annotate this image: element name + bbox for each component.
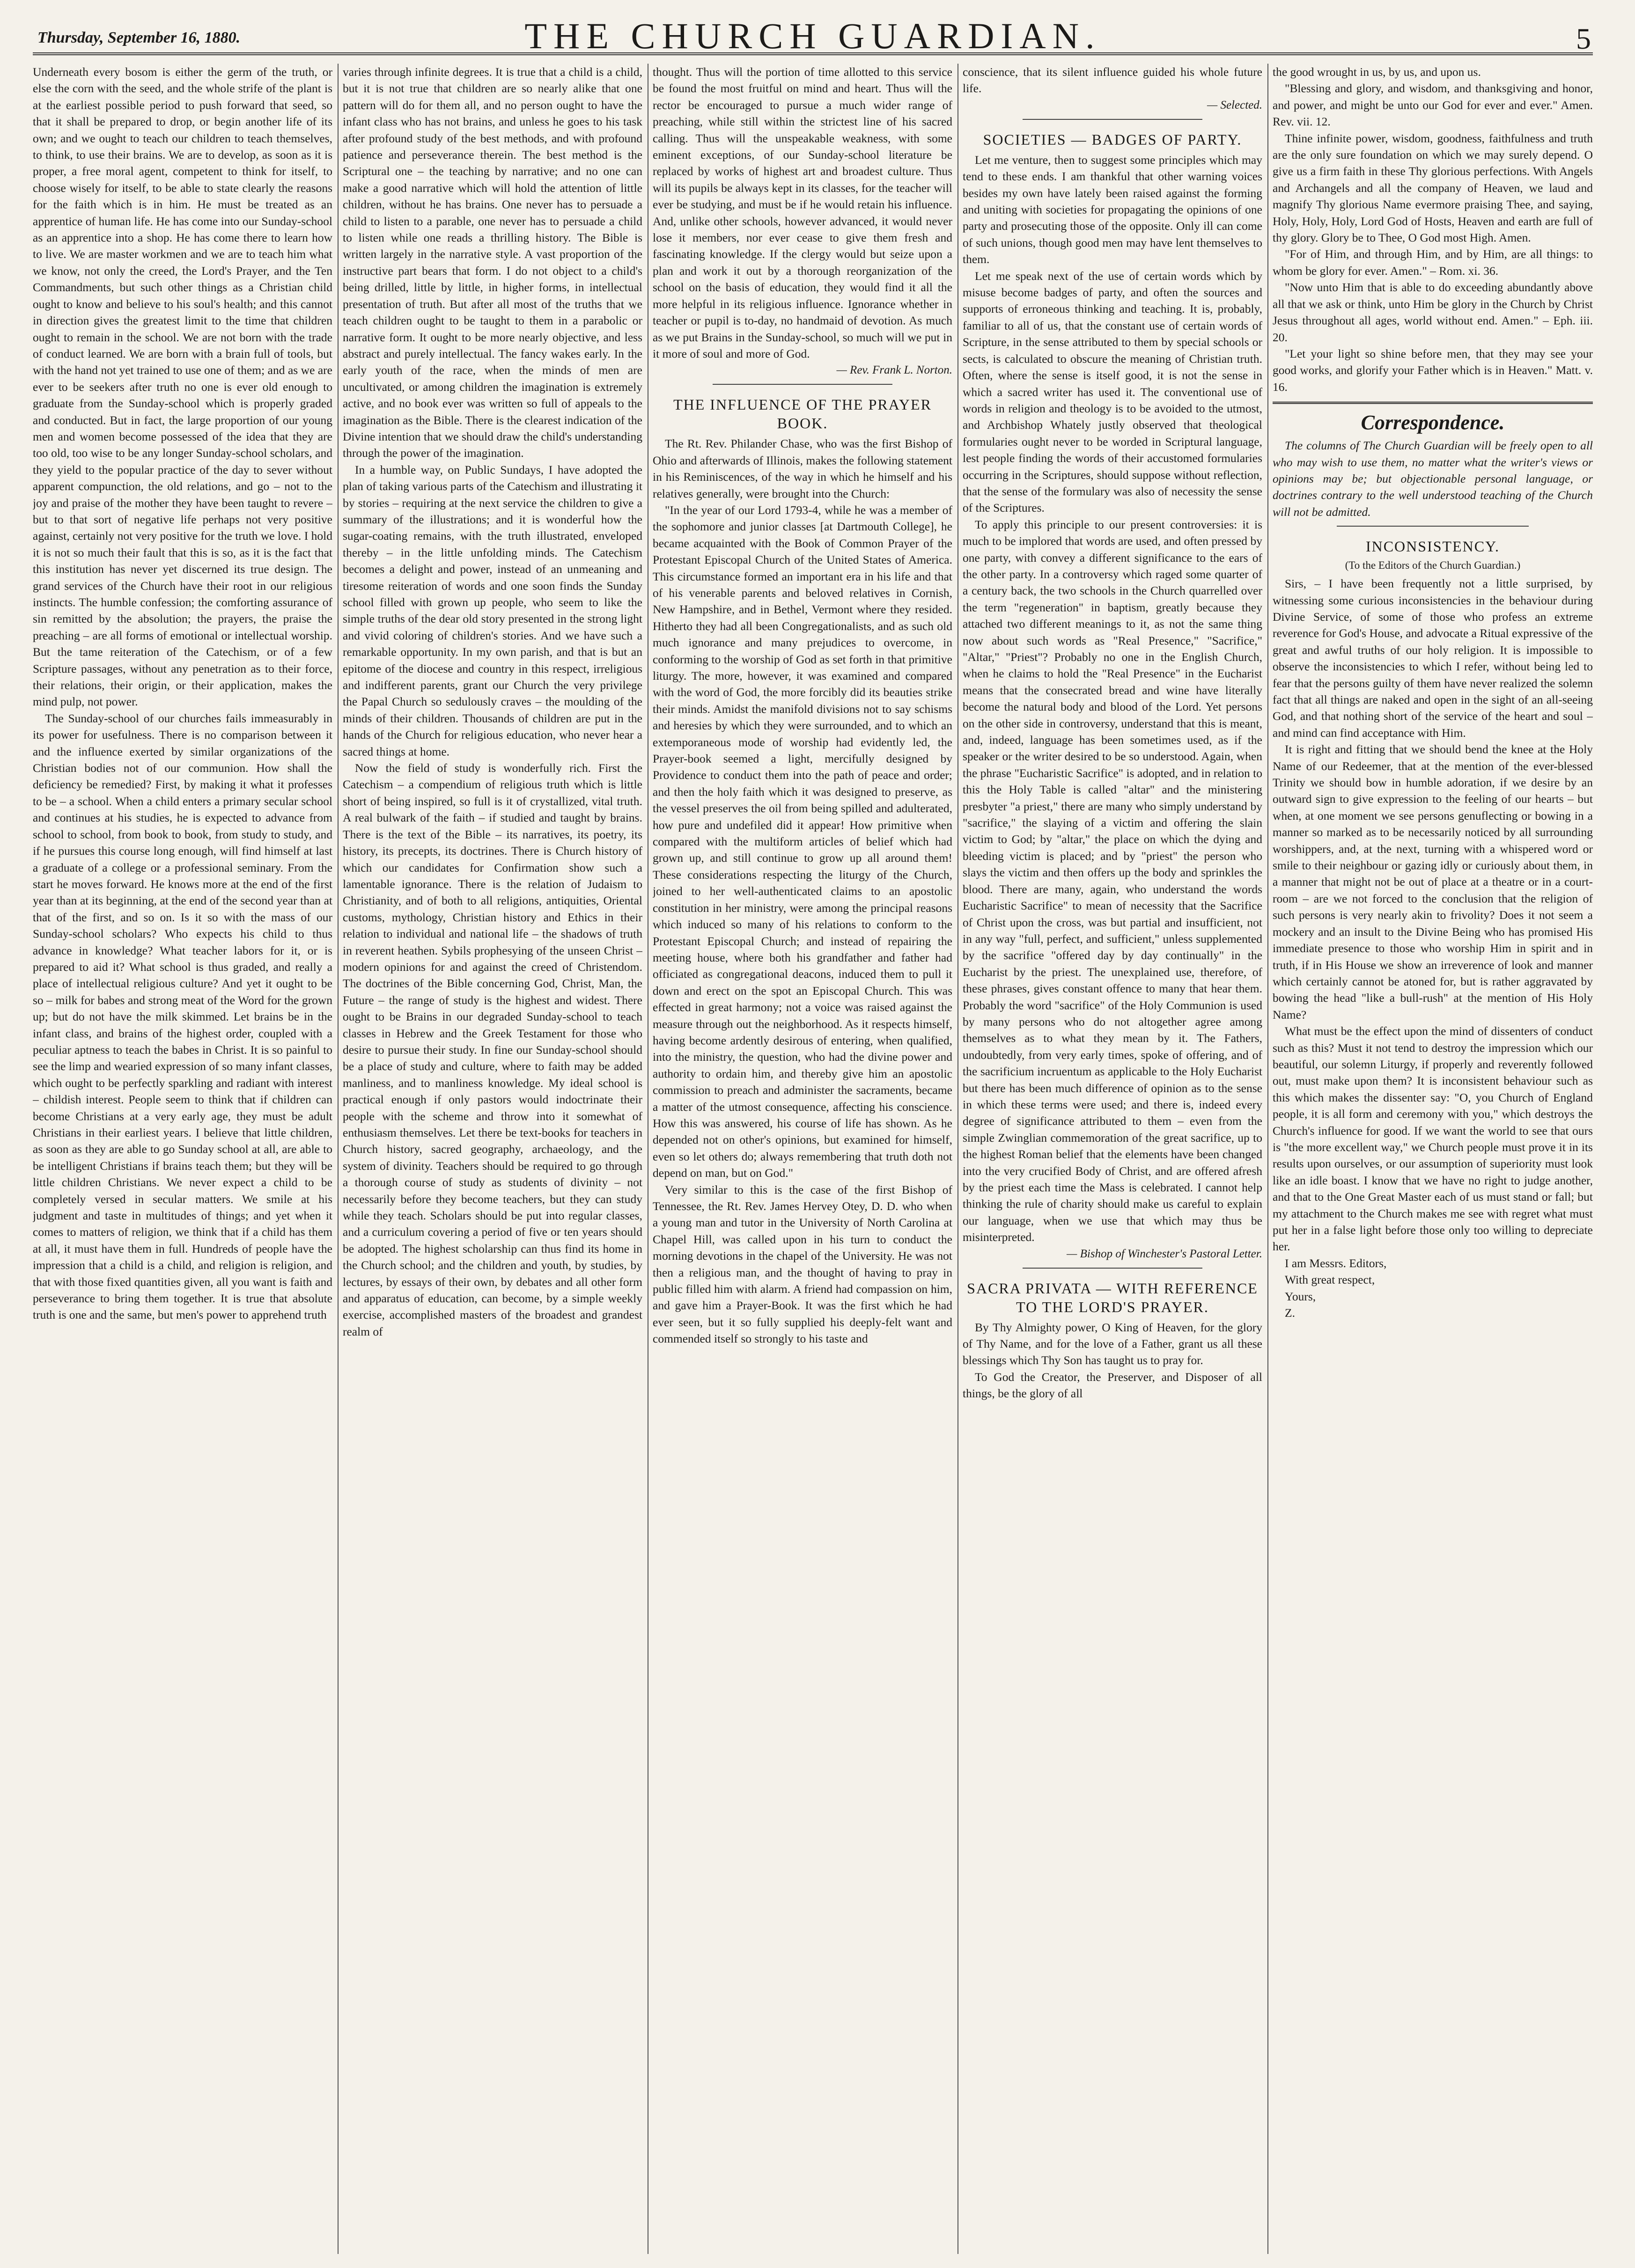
article-heading: INCONSISTENCY. [1365,538,1500,555]
body-paragraph: It is right and fitting that we should bend the knee at the Holy Name of our Redeemer, that at the mention of the ever-blessed Trinity we should bow in humble adoration, if we desire by an outward sign to give expression to the feeling of our hearts – but when, at one moment we see persons genuflecting or bowing in a manner so marked as to be necessarily noticed by all surrounding worshippers, and, at the next, turning with a whispered word or smile to their neighbour or gazing idly or curiously about them, in a manner that might not be out of place at a theatre or in a court-room – are we not forced to the conclusion that the religion of such persons is very nearly akin to frivolity? Does it not seem a mockery and an insult to the Divine Being who has promised His immediate presence to those who worship Him in spirit and in truth, if in His House we show an irreverence of look and manner which certainly cannot be atoned for, but is rather aggravated by bowing the head "like a bull-rush" at the mention of His Holy Name? [1273,742,1593,1021]
issue-date: Thursday, September 16, 1880. [37,29,241,46]
article-signature: — Bishop of Winchester's Pastoral Letter. [1067,1247,1262,1260]
section-rule [713,384,892,385]
body-paragraph: Very similar to this is the case of the first Bishop of Tennessee, the Rt. Rev. James Hervey Otey, D. D. who when a young man and tutor in the University of North Carolina at Chapel Hill, was called upon in his turn to conduct the morning devotions in the chapel of the University. He was not then a religious man, and the thought of having to pray in public filled him with alarm. A friend had compassion on him, and gave him a Prayer-Book. It was the first which he had ever seen, but it so fully supplied his deeply-felt want and commended itself so strongly to his taste and [653,1182,952,1346]
column-1 [33,64,332,2254]
column-3 [653,64,952,2254]
body-paragraph: varies through infinite degrees. It is true that a child is a child, but it is not true that children are so nearly alike that one pattern will do for them all, and no person ought to have the infant class who has not brains, and unless he goes to his task after profound study of the best methods, and with profound patience and perseverance therein. The best method is the Scriptural one – the teaching by narrative; and no one can make a good narrative which will hold the attention of little children, without he has brains. One never has to persuade a child to listen to a parable, one never has to persuade a child to listen while one reads a thrilling history. The Bible is written largely in the narrative style. A vast proportion of the instructive part bears that form. I do not object to a child's being drilled, little by little, in higher forms, in intellectual presentation of truth. But after all most of the truths that we teach children ought to be taught to them in a parabolic or narrative form. It ought to be more nearly objective, and less abstract and purely intellectual. The fancy wakes early. In the early youth of the race, when the minds of men are uncultivated, or among children the imagination is extremely active, and no book ever was written so full of appeals to the imagination as the Bible. There is the clearest indication of the Divine intention that we should draw the child's understanding through the power of the imagination. [343,65,642,460]
letter-closing: I am Messrs. Editors, [1285,1256,1387,1270]
letter-address: (To the Editors of the Church Guardian.) [1345,559,1521,572]
section-rule [1337,526,1529,527]
body-paragraph: "Now unto Him that is able to do exceeding abundantly above all that we ask or think, unto Him be glory in the Church by Christ Jesus throughout all ages, world without end. Amen." – Eph. iii. 20. [1273,280,1593,344]
article-heading: THE INFLUENCE OF THE PRAYER BOOK. [673,396,932,432]
column-5 [1273,64,1593,2254]
body-paragraph: the good wrought in us, by us, and upon us. [1273,65,1481,79]
section-double-rule [1273,402,1593,404]
masthead-rule [33,52,1593,55]
body-paragraph: What must be the effect upon the mind of dissenters of conduct such as this? Must it not tend to destroy the impression which our beautiful, our solemn Liturgy, if properly and reverently followed out, must make upon them? It is inconsistent behaviour such as this which makes the dissenter say: "O, you Church of England people, it is all form and ceremony with you," which destroys the Church's influence for good. If we want the world to see that ours is "the more excellent way," we Church people must prove it in its results upon ourselves, or our assumption of superiority must look like an idle boast. I know that we have no right to judge another, and that to the One Great Master each of us must stand or fall; but my attachment to the Church makes me see with regret what must put her in a false light before those only too willing to depreciate her. [1273,1024,1593,1254]
body-paragraph: thought. Thus will the portion of time allotted to this service be found the most fruitful on mind and heart. Thus will the rector be encouraged to pursue a much wider range of preaching, while still within the strictest line of his sacred calling. Thus will the unspeakable weakness, with some eminent exceptions, of our Sunday-school literature be replaced by works of highest art and broadest culture. Thus will its pupils be always kept in its classes, for the teacher will ever be studying, and must be if he would retain his influence. And, unlike other schools, however advanced, it would never lose it members, nor ever cease to give them fresh and fascinating knowledge. If the clergy would but seize upon a plan and work it out by a thorough reorganization of the school on the basis of education, they would find it all the more helpful in its religious influence. Ignorance whether in teacher or pupil is to-day, no handmaid of devotion. As much as we put Brains in the Sunday-school, so much will we put in it more of soul and more of God. [653,65,952,360]
body-paragraph: The Sunday-school of our churches fails immeasurably in its power for usefulness. There is no comparison between it and the influence exerted by similar organizations of the Christian bodies not of our communion. How shall the deficiency be remedied? First, by making it what it professes to be – a school. When a child enters a primary secular school and continues at his studies, he is expected to advance from school to school, from book to book, from study to study, and if he pursues this course long enough, will find himself at last a graduate of a college or a professional seminary. From the start he moves forward. He knows more at the end of the first year than at its beginning, at the end of the second year than at that of the first, and so on. Is it so with the mass of our Sunday-school scholars? Who expects his child to thus advance in knowledge? What teacher labors for it, or is prepared to aid it? What school is thus graded, and really a place of intellectual religious culture? And yet it ought to be so – milk for babes and strong meat of the Word for the grown up; but do not have the milk skimmed. Let brains be in the infant class, and brains of the highest order, coupled with a peculiar aptness to teach the babes in Christ. It is so painful to see the limp and wearied expression of so many infant classes, which ought to be perfectly sparkling and radiant with interest – childish interest. People seem to think that if children can become Christians at a very early age, they must be adult Christians in their earliest years. I believe that little children, as soon as they are able to go Sunday school at all, are able to be intelligent Christians if brains teach them; but they will be little children Christians. We never expect a child to be completely versed in secular matters. We smile at his judgment and taste in multitudes of things; and yet when it comes to matters of religion, we think that if a child has them at all, it must have them in full. Hundreds of people have the impression that a child is a child, and religion is religion, and that with those fixed quantities given, all you want is faith and perseverance to bring them together. It is true that absolute truth is one and the same, but men's power to apprehend truth [33,711,332,1322]
section-rule [1023,1268,1202,1269]
letter-signature: Z. [1285,1306,1295,1320]
masthead [33,13,1593,58]
body-paragraph: In a humble way, on Public Sundays, I have adopted the plan of taking various parts of the Catechism and illustrating it by stories – requiring at the next service the children to give a summary of the illustrations; and it is wonderful how the sugar-coating remains, with the truth illustrated, enveloped thereby – in the little unfolding minds. The Catechism becomes a delight and power, instead of an unmeaning and tiresome reiteration of words and one soon finds the Sunday school filled with grown up people, who seem to like the simple truths of the dear old story presented in the strong light and vivid coloring of children's stories. And we have such a remarkable opportunity. In my own parish, and that is but an epitome of the diocese and country in this respect, irreligious and indifferent parents, grant our Church the very privilege the Papal Church so sedulously craves – the moulding of the minds of their children. Thousands of children are put in the hands of the Church for religious education, who never hear a sacred things at home. [343,462,642,758]
article-signature: — Selected. [1207,98,1262,111]
body-paragraph: "For of Him, and through Him, and by Him, are all things: to whom be glory for ever. Amen." – Rom. xi. 36. [1273,247,1593,278]
body-paragraph: To apply this principle to our present controversies: it is much to be implored that words are used, and often pressed by one party, with convey a different significance to the ears of the other party. In a controversy which raged some quarter of a century back, the two schools in the Church quarrelled over the term "regeneration" in baptism, greatly because they attached two different meanings to it, as not the same thing now about such words as "Real Presence," "Sacrifice," "Altar," "Priest"? Probably no one in the English Church, when he claims to hold the "Real Presence" in the Eucharist means that the consecrated bread and wine have literally become the natural body and blood of the Lord. Yet persons on the other side in controversy, understand that this is meant, and, indeed, language has been sometimes used, as if the speaker or the writer desired to be so understood. Again, when the phrase "Eucharistic Sacrifice" is adopted, and in relation to this the Holy Table is called "altar" and the ministering presbyter "a priest," there are many who simply understand by "sacrifice," the slaying of a victim and offering the slain victim to God; by "altar," the place on which the dying and bleeding victim is placed; and by "priest" the person who slays the victim and then offers up the body and sprinkles the blood. There are many, again, who understand the words Eucharistic Sacrifice" to mean of necessity that the Sacrifice of Christ upon the cross, was but partial and insufficient, not in any way "full, perfect, and sufficient," unless supplemented by the sacrifice "offered day by day continually" in the Eucharist by the priest. The unexplained use, therefore, of these phrases, gives constant offence to many that hear them. Probably the word "sacrifice" of the Holy Communion is used by many persons who do not altogether agree among themselves as to what they mean by it. The Fathers, undoubtedly, from very early times, spoke of offering, and of the sacrificium incruentum as applicable to the Holy Eucharist but there has been much difference of opinion as to the sense in which these terms were used; and there is, indeed every degree of significance attributed to them – even from the simple Zwinglian commemoration of the great sacrifice, up to the highest Roman belief that the elements have been changed into the very crucified Body of Christ, and are offered afresh by the priest each time the Mass is celebrated. I cannot help thinking the rule of charity should make us careful to explain our language, when we use that which may thus be misinterpreted. [963,517,1262,1244]
letter-closing: Yours, [1285,1289,1316,1303]
body-paragraph: conscience, that its silent influence guided his whole future life. [963,65,1262,95]
page-number: 5 [1576,22,1591,55]
section-heading: Correspondence. [1361,411,1505,434]
column-2 [343,64,642,2254]
body-paragraph: "Blessing and glory, and wisdom, and thanksgiving and honor, and power, and might be unto our God for ever and ever." Amen. Rev. vii. 12. [1273,81,1593,129]
body-paragraph: "Let your light so shine before men, that they may see your good works, and glorify your Father which is in Heaven." Matt. v. 16. [1273,346,1593,394]
column-divider [338,64,339,2254]
body-paragraph: To God the Creator, the Preserver, and Disposer of all things, be the glory of all [963,1370,1262,1401]
body-paragraph: By Thy Almighty power, O King of Heaven, for the glory of Thy Name, and for the love of a Father, grant us all these blessings which Thy Son has taught us to pray for. [963,1320,1262,1367]
body-paragraph: Sirs, – I have been frequently not a little surprised, by witnessing some curious inconsistencies in the behaviour during Divine Service, of some of those who profess an extreme reverence for God's House, and advocate a Ritual expressive of the great and awful truths of our holy religion. It is impossible to observe the inconsistencies to which I refer, without being led to fear that the persons guilty of them have never realized the solemn fact that all things are naked and open in the sight of an all-seeing God, and that nothing short of the service of the heart and soul – and mind can find acceptance with Him. [1273,577,1593,740]
column-divider [1267,64,1268,2254]
article-heading: SOCIETIES — BADGES OF PARTY. [983,131,1242,148]
article-heading: SACRA PRIVATA — WITH REFERENCE TO THE LORD'S PRAYER. [967,1279,1258,1315]
section-rule [1023,119,1202,120]
body-paragraph: Let me speak next of the use of certain words which by misuse become badges of party, and often the sources and supports of erroneous thinking and teaching. It is, probably, familiar to all of us, that the constant use of certain words of Scripture, in the sense attributed to them by special schools or sects, is calculated to obscure the meaning of Christian truth. Often, where the sense is itself good, it is not the sense in which a sacred writer has used it. The conventional use of words in religion and theology is to be avoided to the utmost, and Archbishop Whately justly observed that theological formularies ought never to be worded in Scriptural language, lest people finding the words of their accustomed formularies occurring in the Scriptures, should suppose without reflection, that the sense of the formulary was also of necessity the sense of the Scriptures. [963,269,1262,515]
article-signature: — Rev. Frank L. Norton. [836,364,952,377]
editorial-notice: The columns of The Church Guardian will be freely open to all who may wish to use them, no matter what the writer's views or opinions may be; but objectionable personal language, or doctrines contrary to the well understood teaching of the Church will not be admitted. [1273,439,1593,519]
newspaper-title: THE CHURCH GUARDIAN. [524,15,1101,56]
letter-closing: With great respect, [1285,1273,1375,1287]
column-divider [957,64,958,2254]
columns [33,64,1593,2254]
body-paragraph: Underneath every bosom is either the germ of the truth, or else the corn with the seed, and the whole strife of the plant is at the earliest possible period to push forward that seed, so that it shall be prepared to drop, or begin another life of its own; and we ought to teach our children to teach themselves, to think, to use their brains. We are to develop, as soon as it is proper, a free moral agent, competent to think for itself, to choose wisely for itself, to be able to state clearly the reasons for the faith which is in him. He must be treated as an apprentice of human life. He has come into our Sunday-school as an apprentice into a shop. He has come there to learn how to live. We are master workmen and we are to teach him what we know, not only the creed, the Lord's Prayer, and the Ten Commandments, but such other things as a Christian child ought to know and believe to his soul's health; and this cannot in direction gives the greatest limit to the time that children ought to remain in the school. We are not born with the trade of conduct learned. We are born with a brain full of tools, but with the hand not yet trained to use one of them; and as we are ever to be seekers after truth no one is ever old enough to graduate from the Sunday-school which is properly graded and conducted. But in fact, the large proportion of our young men and women become possessed of the idea that they are too old, too wise to be any longer Sunday-school scholars, and they yield to the popular practice of the day to sever without apparent compunction, the old relations, and go – not to the joy and praise of the mother they have been taught to revere – but to that sort of negative life perhaps not very positive against, certainly not very positive for the truth we love. I hold it is not so much their fault that this is so, as it is the fact that this institution has never yet discerned its true design. The grand services of the Church have their root in our religious instincts. The humble confession; the comforting assurance of sin remitted by the absolution; the prayers, the praise the preaching – are all forms of emotional or intellectual worship. But the tame reiteration of the Catechism, or of a few Scripture passages, without any penetration as to their force, their relations, their origin, or their application, makes the mind pulp, not power. [33,65,332,709]
body-paragraph: "In the year of our Lord 1793-4, while he was a member of the sophomore and junior classes [at Dartmouth College], he became acquainted with the Book of Common Prayer of the Protestant Episcopal Church of the United States of America. This circumstance formed an important era in his life and that of his venerable parents and beloved relatives in Cornish, New Hampshire, and in Bethel, Vermont where they resided. Hitherto they had all been Congregationalists, and as such old much ignorance and many prejudices to overcome, in conforming to the worship of God as set forth in that primitive liturgy. The more, however, it was examined and compared with the word of God, the more forcibly did its beauties strike their minds. Amidst the manifold divisions not to say schisms and heresies by which they were surrounded, and to which an extemporaneous mode of worship had evidently led, the Prayer-book seemed a light, mercifully designed by Providence to conduct them into the path of peace and order; and then the holy faith which it was designed to preserve, as the vessel preserves the oil from being spilled and adulterated, how pure and undefiled did it appear! How primitive when compared with the multiform articles of belief which had grown up, and still continue to grow up all around them! These considerations respecting the liturgy of the Church, joined to her well-authenticated claims to an apostolic constitution in her ministry, were among the principal reasons which induced so many of his relations to conform to the Protestant Episcopal Church; and instead of repairing the meeting house, where both his grandfather and father had officiated as congregational deacons, induced them to pull it down and erect on the spot an Episcopal Church. This was effected in great harmony; not a voice was raised against the measure through out the neighborhood. As it respects himself, having become ardently desirous of entering, when qualified, into the ministry, the question, who had the divine power and authority to ordain him, and thereby give him an apostolic commission to preach and administer the sacraments, became a matter of the utmost consequence, affecting his conscience. How this was answered, his course of life has shown. As he depended not on other's opinions, but examined for himself, even so let others do; always remembering that truth doth not depend on man, but on God." [653,503,952,1180]
column-4 [963,64,1262,2254]
body-paragraph: Thine infinite power, wisdom, goodness, faithfulness and truth are the only sure foundation on which we may surely depend. O give us a firm faith in these Thy glorious perfections. With Angels and Archangels and all the company of Heaven, we laud and magnify Thy glorious Name evermore praising Thee, and saying, Holy, Holy, Holy, Lord God of Hosts, Heaven and earth are full of thy glory. Glory be to Thee, O God most High. Amen. [1273,131,1593,245]
body-paragraph: Now the field of study is wonderfully rich. First the Catechism – a compendium of religious truth which is little short of being inspired, so full is it of crystallized, vital truth. A real bulwark of the faith – if studied and taught by brains. There is the text of the Bible – its narratives, its poetry, its history, its precepts, its doctrines. There is Church history of which our candidates for Confirmation show such a lamentable ignorance. There is the relation of Judaism to Christianity, and of both to all religions, antiquities, Oriental customs, mythology, Christian history and Ethics in their relation to individual and national life – the shadows of truth in reverent heathen. Sybils prophesying of the unseen Christ – modern opinions for and against the creed of Christendom. The doctrines of the Bible concerning God, Christ, Man, the Future – the range of study is the highest and widest. There ought to be Brains in our degraded Sunday-school to teach classes in Hebrew and the Greek Testament for those who desire to pursue their study. In fine our Sunday-school should be a place of study and culture, where to faith may be added manliness, and to manliness knowledge. My ideal school is practical enough if only pastors would indoctrinate their people with the scheme and throw into it somewhat of enthusiasm themselves. Let there be text-books for teachers in Church history, sacred geography, archaeology, and the system of divinity. Teachers should be required to go through a thorough course of study as students of divinity – not necessarily before they become teachers, but they can study while they teach. Scholars should be put into regular classes, and a curriculum covering a period of five or ten years should be adopted. The highest scholarship can thus find its home in the Church school; and the children and youth, by studies, by lectures, by essays of their own, by debates and all other form and apparatus of education, can become, by a simple weekly exercise, accomplished masters of the broadest and grandest realm of [343,761,642,1338]
body-paragraph: Let me venture, then to suggest some principles which may tend to these ends. I am thankful that other warning voices besides my own have lately been raised against the forming and uniting with societies for propagating the opinions of one party and prosecuting those of the opposite. Only ill can come of such unions, though good men may have lent themselves to them. [963,153,1262,266]
body-paragraph: The Rt. Rev. Philander Chase, who was the first Bishop of Ohio and afterwards of Illinois, makes the following statement in his Reminiscences, of the way in which he himself and his relatives generally, were brought into the Church: [653,437,952,500]
